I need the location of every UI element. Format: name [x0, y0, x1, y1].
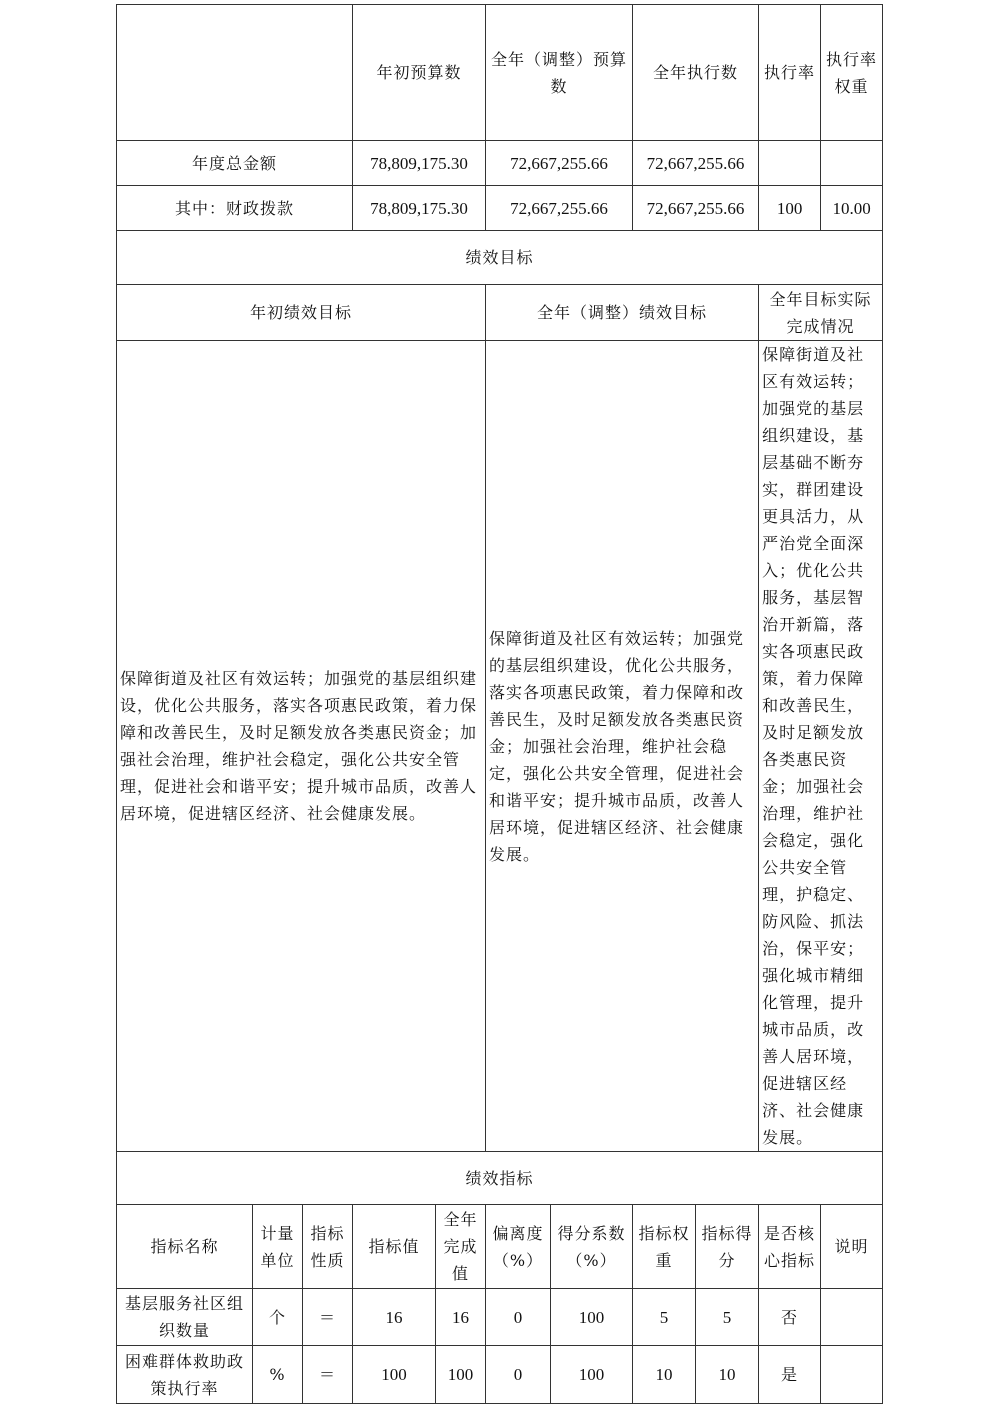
performance-table	[116, 4, 883, 1404]
indicator-header-completed: 全年完成值	[436, 1205, 486, 1289]
indicator-weight: 10	[633, 1346, 696, 1404]
budget-header-rate: 执行率	[759, 5, 821, 141]
goals-header-row	[117, 285, 883, 341]
budget-table-container	[116, 4, 882, 1404]
budget-initial-value: 78,809,175.30	[353, 141, 486, 186]
goals-title-row	[117, 231, 883, 285]
indicator-weight: 5	[633, 1289, 696, 1346]
budget-rate-value: 100	[759, 186, 821, 231]
budget-header-row	[117, 5, 883, 141]
indicator-deviation: 0	[486, 1289, 551, 1346]
indicator-header-core: 是否核心指标	[759, 1205, 821, 1289]
indicator-header-coefficient: 得分系数（%）	[551, 1205, 633, 1289]
budget-row-fiscal	[117, 186, 883, 231]
indicator-nature: ＝	[303, 1289, 353, 1346]
goals-actual-text: 保障街道及社区有效运转；加强党的基层组织建设，基层基础不断夯实，群团建设更具活力，从严治党全面深入；优化公共服务，基层智治开新篇，落实各项惠民政策，着力保障和改善民生，及时足额发放各类惠民资金；加强社会治理，维护社会稳定，强化公共安全管理，护稳定、防风险、抓法治，保平安；强化城市精细化管理，提升城市品质，改善人居环境，促进辖区经济、社会健康发展。	[759, 341, 883, 1152]
indicator-completed: 16	[436, 1289, 486, 1346]
indicator-deviation: 0	[486, 1346, 551, 1404]
indicator-header-value: 指标值	[353, 1205, 436, 1289]
indicator-header-weight: 指标权重	[633, 1205, 696, 1289]
goals-header-actual: 全年目标实际完成情况	[759, 285, 883, 341]
indicator-header-note: 说明	[821, 1205, 883, 1289]
indicators-section-title: 绩效指标	[117, 1152, 883, 1205]
indicator-name: 基层服务社区组织数量	[117, 1289, 253, 1346]
goals-content-row	[117, 341, 883, 1152]
indicators-title-row	[117, 1152, 883, 1205]
budget-executed-value: 72,667,255.66	[633, 186, 759, 231]
indicator-row	[117, 1289, 883, 1346]
indicator-header-unit: 计量单位	[253, 1205, 303, 1289]
budget-header-adjusted: 全年（调整）预算数	[486, 5, 633, 141]
indicator-coefficient: 100	[551, 1289, 633, 1346]
budget-header-initial: 年初预算数	[353, 5, 486, 141]
budget-initial-value: 78,809,175.30	[353, 186, 486, 231]
indicator-header-deviation: 偏离度（%）	[486, 1205, 551, 1289]
goals-adjusted-text: 保障街道及社区有效运转；加强党的基层组织建设，优化公共服务，落实各项惠民政策，着力保障和改善民生，及时足额发放各类惠民资金；加强社会治理，维护社会稳定，强化公共安全管理，促进社会和谐平安；提升城市品质，改善人居环境，促进辖区经济、社会健康发展。	[486, 341, 759, 1152]
indicator-name: 困难群体救助政策执行率	[117, 1346, 253, 1404]
budget-header-blank	[117, 5, 353, 141]
budget-header-executed: 全年执行数	[633, 5, 759, 141]
goals-header-adjusted: 全年（调整）绩效目标	[486, 285, 759, 341]
goals-initial-text: 保障街道及社区有效运转；加强党的基层组织建设，优化公共服务，落实各项惠民政策，着力保障和改善民生，及时足额发放各类惠民资金；加强社会治理，维护社会稳定，强化公共安全管理，促进社会和谐平安；提升城市品质，改善人居环境，促进辖区经济、社会健康发展。	[117, 341, 486, 1152]
budget-adjusted-value: 72,667,255.66	[486, 186, 633, 231]
indicator-header-nature: 指标性质	[303, 1205, 353, 1289]
budget-weight-value: 10.00	[821, 186, 883, 231]
indicator-value: 16	[353, 1289, 436, 1346]
indicator-coefficient: 100	[551, 1346, 633, 1404]
indicator-header-score: 指标得分	[696, 1205, 759, 1289]
budget-adjusted-value: 72,667,255.66	[486, 141, 633, 186]
indicator-score: 5	[696, 1289, 759, 1346]
indicator-core: 否	[759, 1289, 821, 1346]
budget-row-label: 其中：财政拨款	[117, 186, 353, 231]
indicator-row	[117, 1346, 883, 1404]
budget-row-label: 年度总金额	[117, 141, 353, 186]
indicator-completed: 100	[436, 1346, 486, 1404]
budget-weight-value	[821, 141, 883, 186]
indicator-unit: %	[253, 1346, 303, 1404]
indicator-header-name: 指标名称	[117, 1205, 253, 1289]
indicator-note	[821, 1346, 883, 1404]
indicator-core: 是	[759, 1346, 821, 1404]
goals-header-initial: 年初绩效目标	[117, 285, 486, 341]
budget-row-total	[117, 141, 883, 186]
indicator-note	[821, 1289, 883, 1346]
budget-executed-value: 72,667,255.66	[633, 141, 759, 186]
budget-header-weight: 执行率权重	[821, 5, 883, 141]
indicator-score: 10	[696, 1346, 759, 1404]
indicator-unit: 个	[253, 1289, 303, 1346]
indicators-header-row	[117, 1205, 883, 1289]
indicator-value: 100	[353, 1346, 436, 1404]
goals-section-title: 绩效目标	[117, 231, 883, 285]
budget-rate-value	[759, 141, 821, 186]
indicator-nature: ＝	[303, 1346, 353, 1404]
